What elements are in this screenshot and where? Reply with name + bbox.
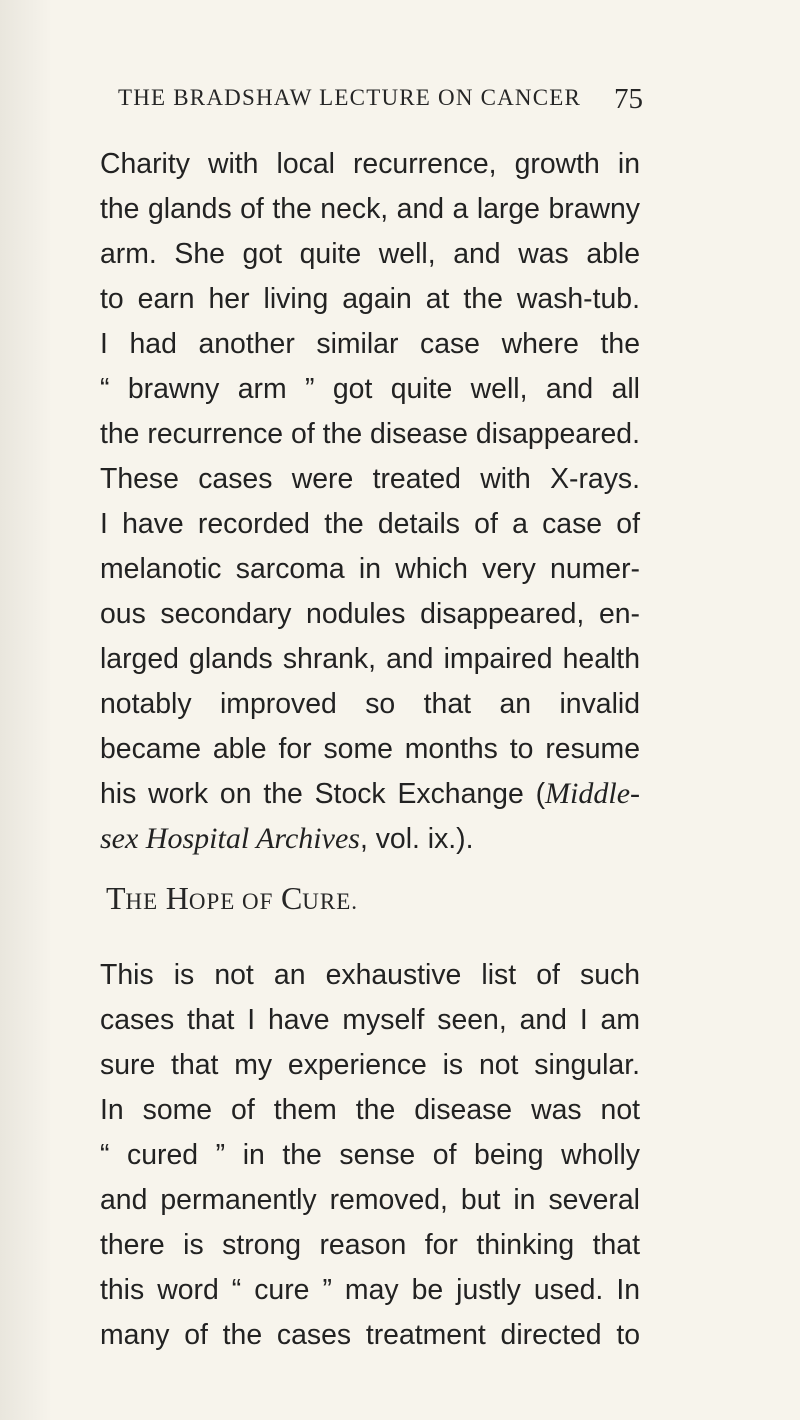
page-gutter-shadow bbox=[0, 0, 52, 1420]
text-line: many of the cases treatment directed to bbox=[100, 1319, 640, 1351]
text-line: “ brawny arm ” got quite well, and all bbox=[100, 373, 640, 405]
page-number: 75 bbox=[614, 83, 643, 115]
heading-part: OPE OF bbox=[188, 889, 274, 914]
text-line: ous secondary nodules disappeared, en- bbox=[100, 598, 640, 630]
citation-italic: sex Hospital Archives bbox=[100, 822, 360, 855]
text-line-with-citation bbox=[100, 776, 640, 812]
text-line: arm. She got quite well, and was able bbox=[100, 238, 640, 270]
text-line-with-citation bbox=[100, 821, 640, 857]
text-line: I have recorded the details of a case of bbox=[100, 508, 640, 540]
heading-part: T bbox=[106, 880, 126, 916]
heading-part: URE. bbox=[302, 889, 359, 914]
text-line: In some of them the disease was not bbox=[100, 1094, 640, 1126]
citation-italic: Middle- bbox=[545, 777, 640, 810]
text-line: the recurrence of the disease disappeared. bbox=[100, 418, 640, 450]
text-line: These cases were treated with X-rays. bbox=[100, 463, 640, 495]
running-head-title: THE BRADSHAW LECTURE ON CANCER bbox=[118, 85, 582, 110]
text-line: notably improved so that an invalid bbox=[100, 688, 640, 720]
heading-part: HE bbox=[125, 889, 159, 914]
text-line: and permanently removed, but in several bbox=[100, 1184, 640, 1216]
text-line: there is strong reason for thinking that bbox=[100, 1229, 640, 1261]
text-line: larged glands shrank, and impaired health bbox=[100, 643, 640, 675]
text-line: melanotic sarcoma in which very numer- bbox=[100, 553, 640, 585]
text-fragment: , vol. ix.). bbox=[359, 823, 474, 855]
text-line: became able for some months to resume bbox=[100, 733, 640, 765]
text-line: the glands of the neck, and a large brawny bbox=[100, 193, 640, 225]
text-line: “ cured ” in the sense of being wholly bbox=[100, 1139, 640, 1171]
text-line: to earn her living again at the wash-tub. bbox=[100, 283, 640, 315]
text-line: sure that my experience is not singular. bbox=[100, 1049, 640, 1081]
text-fragment: his work on the Stock Exchange ( bbox=[100, 778, 546, 810]
heading-part: C bbox=[280, 880, 303, 916]
text-line: Charity with local recurrence, growth in bbox=[100, 148, 640, 180]
text-line: cases that I have myself seen, and I am bbox=[100, 1004, 640, 1036]
text-line: I had another similar case where the bbox=[100, 328, 640, 360]
heading-part: H bbox=[165, 880, 189, 916]
section-heading bbox=[106, 880, 526, 920]
text-line: this word “ cure ” may be justly used. In bbox=[100, 1274, 640, 1306]
text-line: This is not an exhaustive list of such bbox=[100, 959, 640, 991]
